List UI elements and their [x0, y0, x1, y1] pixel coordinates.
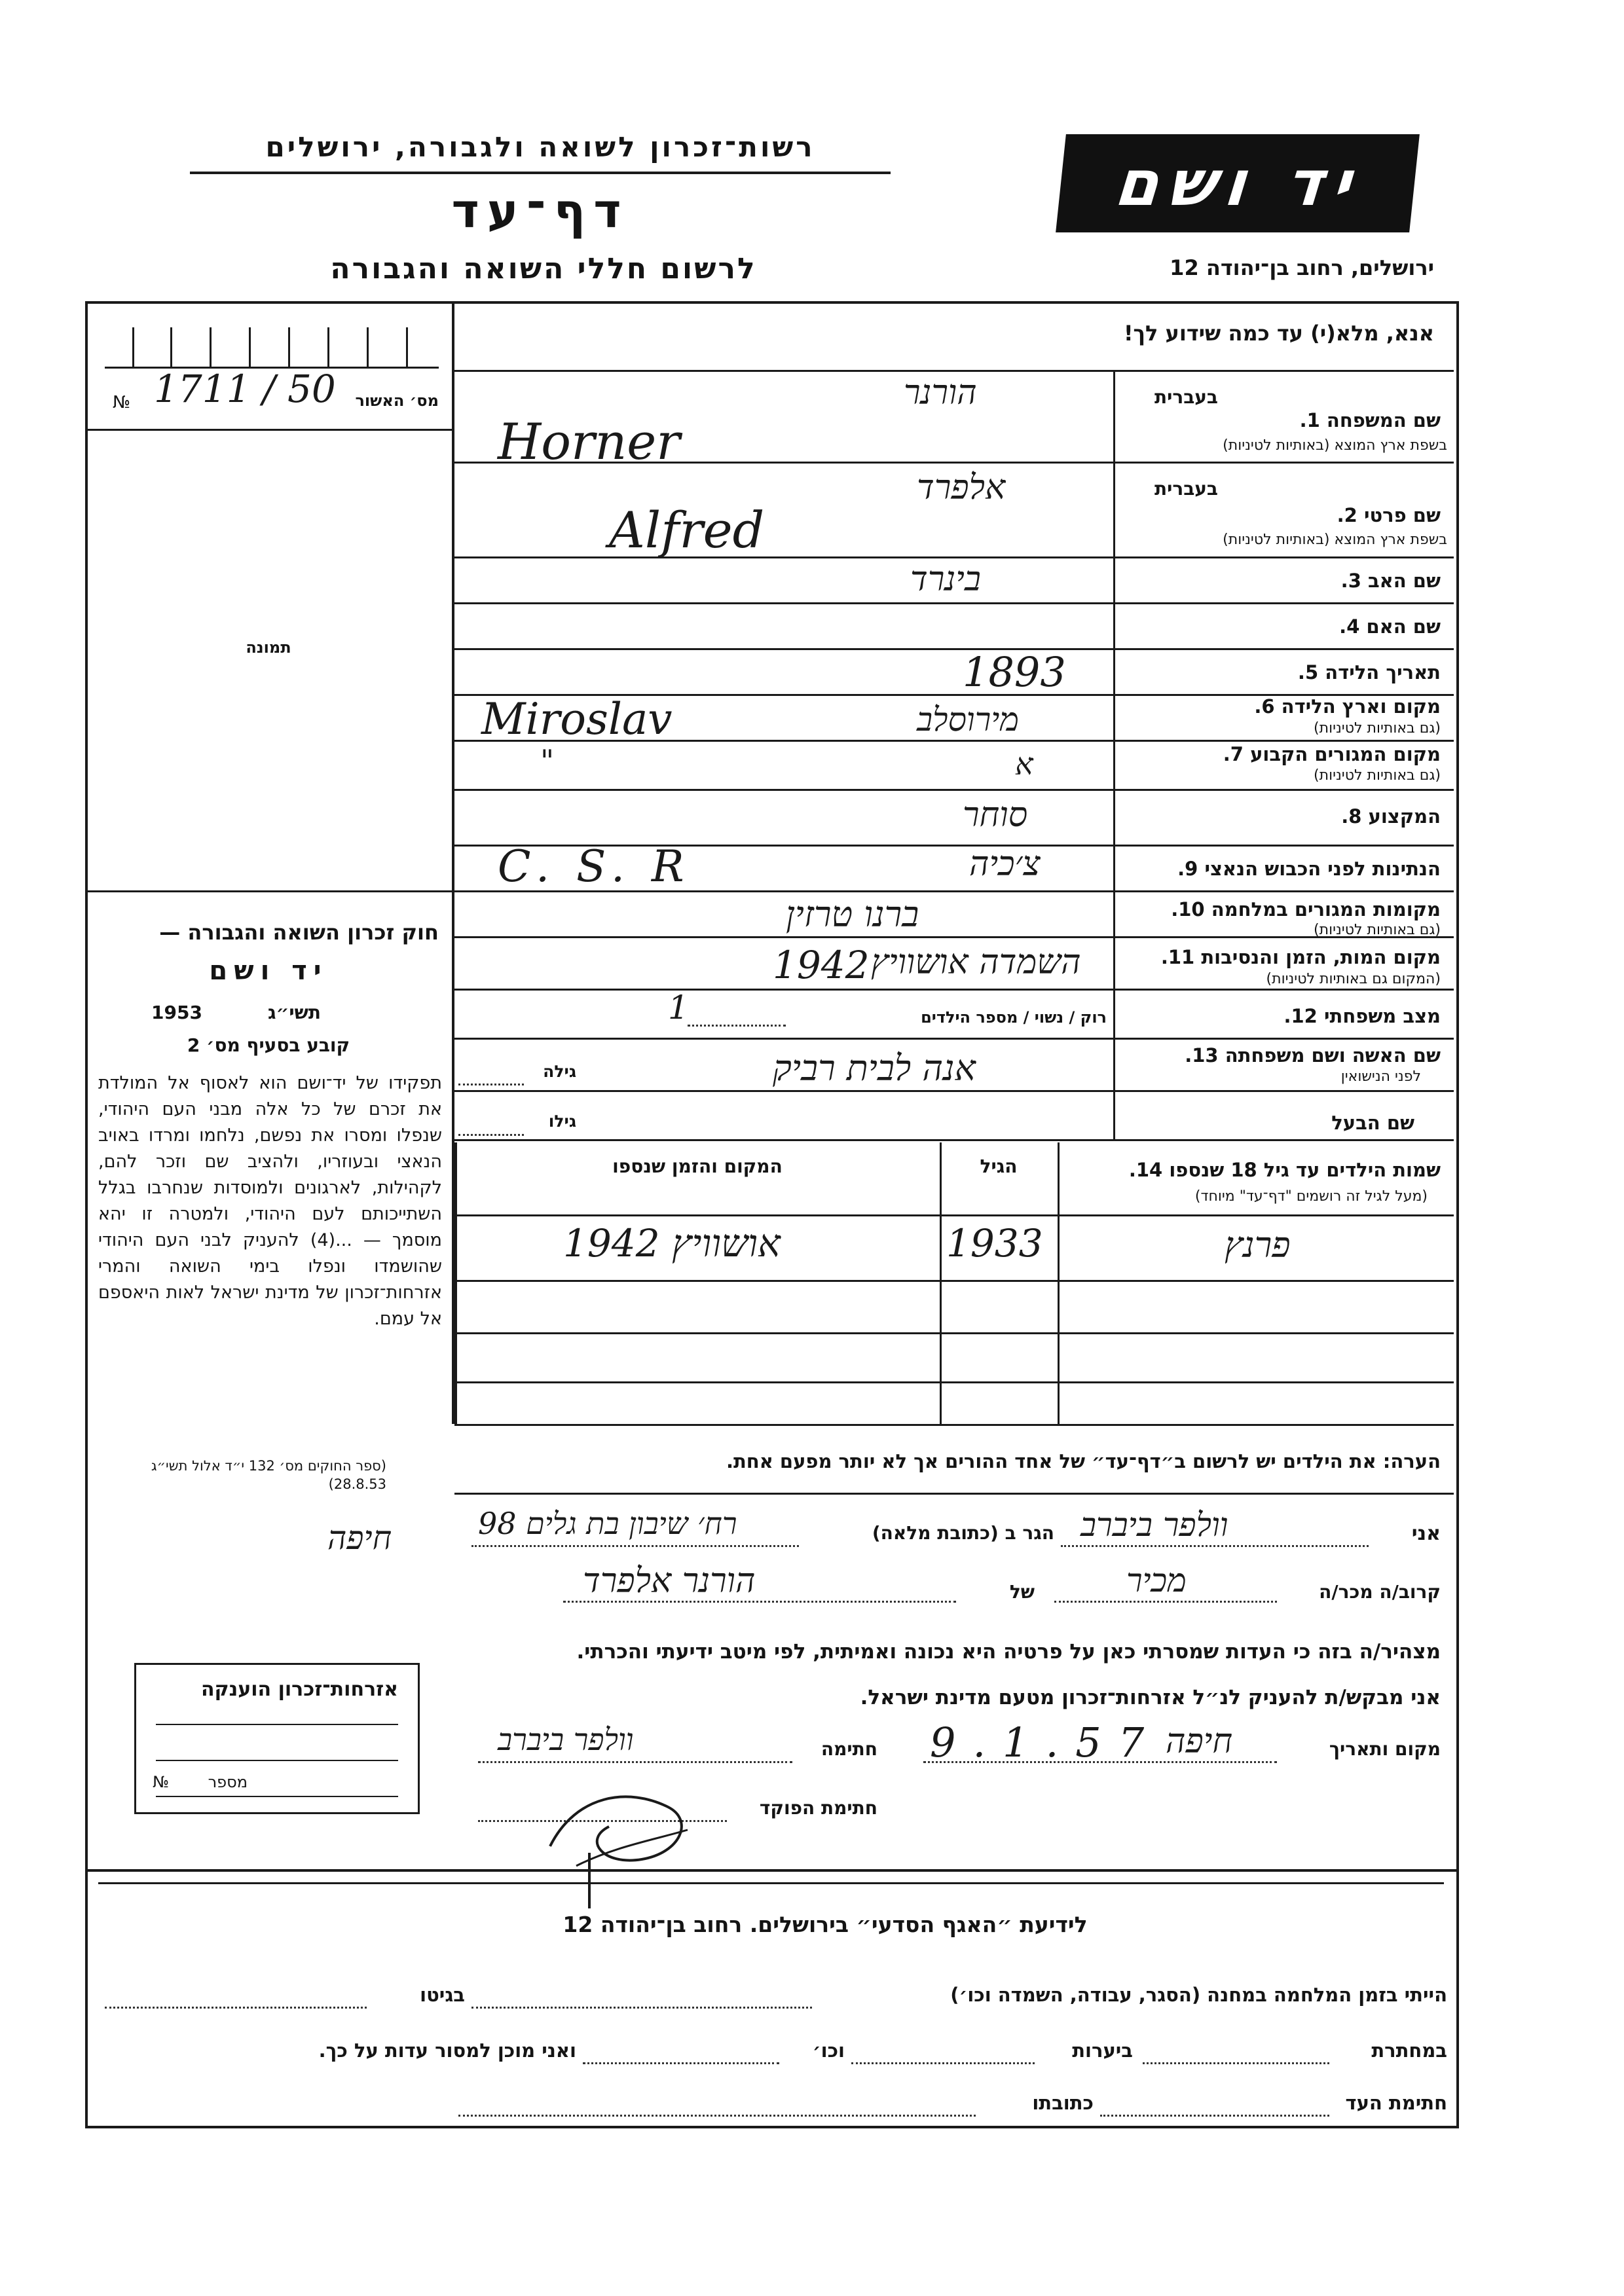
footer-line1-fill [471, 2007, 812, 2009]
signature-line [478, 1761, 792, 1763]
field-number: 12. [1283, 1005, 1318, 1027]
field-label [1133, 661, 1441, 683]
field-label-text: שם פרטי [1363, 504, 1441, 526]
field-label-text: מצב משפחתי [1323, 1005, 1441, 1027]
place-date-label: מקום ותאריך [1329, 1738, 1441, 1760]
field-value: השמדה אושוויץ [871, 943, 1081, 982]
remark-note: הערה: את הילדים יש לרשום ב״דף־עד״ של אחד ההורים אך לא יותר מפעם אחת. [726, 1450, 1441, 1472]
field-label [1133, 805, 1441, 828]
field-number: 6. [1254, 695, 1275, 718]
table-rule [454, 1280, 1454, 1282]
box-rule [156, 1796, 398, 1797]
field-label [1133, 1005, 1441, 1027]
law-source: (ספר החוקים מס׳ 132 י״ד אלול תשי״ג 28.8.53) [151, 1458, 386, 1492]
box-rule [156, 1724, 398, 1725]
hebrew-value: א [1015, 746, 1033, 782]
field-label [1126, 858, 1441, 880]
footer-line1-a: הייתי בזמן המלחמה במחנה (הסגר, עבודה, השמדה וכו׳) [950, 1984, 1447, 2006]
field-label-text: המקצוע [1368, 805, 1441, 828]
registration-number: 1711 / 50 [154, 367, 336, 411]
declarant-name: וולפר ביברב [1080, 1506, 1228, 1544]
footer-line3-fill-b [458, 2115, 976, 2117]
hebrew-value: צ׳כיה [969, 845, 1041, 884]
footer-line2-fill-c [583, 2062, 779, 2064]
field-label-text: הנתינות לפני הכבוש הנאצי [1204, 858, 1441, 880]
signature-label: חתימה [821, 1738, 877, 1760]
of-name: הורנר אלפרד [583, 1561, 756, 1601]
footer-line1-end [105, 2007, 367, 2009]
field-label-text: מקום המגורים הקבוע [1250, 743, 1441, 765]
field-label [1133, 409, 1441, 431]
wife-age-label: גילה [543, 1062, 576, 1081]
field-value: ברנו טרזין [786, 894, 919, 935]
declarant-address: רח׳ שיבון בת גלים 98 [478, 1506, 737, 1541]
row-rule [454, 556, 1454, 558]
field-value: סוחר [963, 795, 1028, 835]
address-line [471, 1545, 799, 1547]
field-label [1120, 898, 1441, 920]
field-label-text: תאריך הלידה [1325, 661, 1441, 683]
intro-text: אנא, מלא(י) עד כמה שידוע לך! [1123, 321, 1434, 346]
field-note: בשפת ארץ המוצא (באותיות לטיניות) [1223, 437, 1447, 454]
law-name: יד ושם [209, 956, 328, 986]
hebrew-value: הורנר [904, 373, 977, 412]
photo-label: תמונה [246, 638, 291, 657]
field-number: 11. [1160, 946, 1195, 968]
field-note: (המקום גם באותיות לטיניות) [1266, 971, 1441, 987]
field-note: לפני הנישואין [1340, 1068, 1421, 1085]
page-title: דף־עד [451, 183, 629, 238]
field-number: 9. [1177, 858, 1198, 880]
child-age: 1933 [946, 1221, 1043, 1266]
field-number: 2. [1337, 504, 1357, 526]
table-rule [454, 1424, 1454, 1426]
footer-line3-a: חתימת העד [1345, 2092, 1447, 2114]
field-note: (גם באותיות לטיניות) [1314, 767, 1441, 784]
date-value: 9.1.57 [930, 1719, 1162, 1766]
husband-age-line [458, 1134, 524, 1136]
row-rule [454, 648, 1454, 650]
logo-text: יד ושם [1111, 147, 1364, 220]
child-place: 1942 אושוויץ [563, 1221, 781, 1266]
field-number: 4. [1339, 615, 1360, 638]
declarant-name-line [1061, 1545, 1369, 1547]
header-rule [190, 172, 891, 174]
children-label-text: שמות הילדים עד גיל 18 שנספו [1169, 1159, 1441, 1181]
request: אני מבקש/ת להעניק לנ״ל אזרחות־זכרון מטעם מדינת ישראל. [860, 1686, 1441, 1709]
field-label-text: שם האב [1367, 570, 1441, 592]
field-number: 1. [1299, 409, 1320, 431]
statement: מצהיר/ה בזה כי העדות שמסרתי כאן על פרטיה היא נכונה ואמיתית, לפי מיטב ידיעתי והכרתי. [576, 1640, 1441, 1664]
column-place-header: המקום והזמן שנספו [612, 1156, 783, 1177]
registration-label: מס׳ האשור [355, 392, 439, 410]
citizenship-box [134, 1663, 420, 1814]
citizenship-no-sign: № [153, 1773, 169, 1791]
latin-value: " [540, 743, 555, 778]
table-rule [454, 1332, 1454, 1334]
children-count-line [688, 1025, 786, 1027]
children-note: (מעל לגיל זה רושמים "דף־עד" מיוחד) [1194, 1188, 1428, 1205]
footer-line3-b: כתובתו [1032, 2092, 1094, 2114]
field-label-text: מקום וארץ הלידה [1281, 695, 1441, 718]
row-rule [454, 1090, 1454, 1092]
citizenship-title: אזרחות־זכרון הוענקה [200, 1678, 398, 1701]
field-number: 5. [1297, 661, 1319, 683]
footer-line2-fill-b [851, 2062, 1035, 2064]
law-title: חוק זכרון השואה והגבורה — [159, 920, 439, 945]
field-note: בשפת ארץ המוצא (באותיות לטיניות) [1223, 532, 1447, 548]
hebrew-tag: בעברית [1154, 386, 1218, 408]
law-year-heb: תשי״ג [268, 1002, 321, 1023]
field-label [1133, 615, 1441, 638]
field-number: 3. [1340, 570, 1361, 592]
officer-signature-scribble [537, 1768, 707, 1912]
hebrew-value: אלפרד [917, 468, 1006, 507]
footer-line1-b: בגיטו [420, 1984, 465, 2006]
declarant-relation: מכיר [1126, 1561, 1187, 1599]
relation-line [1054, 1601, 1277, 1603]
footer-line2-fill-a [1143, 2062, 1329, 2064]
row-rule [454, 1139, 1454, 1141]
address-label: הגר ב (כתובת מלאה) [872, 1522, 1054, 1544]
footer-rule [85, 1869, 1456, 1872]
registration-no-sign: № [113, 393, 131, 412]
row-rule [454, 789, 1454, 791]
footer-rule-inner [98, 1882, 1444, 1884]
child-name: פרנץ [1225, 1224, 1291, 1266]
declarant-i: אני [1411, 1522, 1441, 1545]
hebrew-tag: בעברית [1154, 478, 1218, 500]
registration-boxes [105, 321, 439, 367]
law-body: תפקידו של יד־ושם הוא לאסוף אל המולדת את זכרם של כל אלה מבני העם היהודי, שנפלו ומסרו את נפשם, נלחמו ומרדו באויב הנאצי ובעוזריו, ולהציב שם וזכר להם, לקהילות, לארגונים ולמוסדות שנחרבו בגלל השתייכותם לעם היהודי, ולמטרה זו יהא מוסמך — ...(4) להעניק לבני העם היהודי שהושמדו ונפלו בימי השואה והמרי אזרחות־זכרון של מדינת ישראל לאות היאספם אל עמם. [98, 1073, 442, 1329]
field-label-text: שם האם [1366, 615, 1441, 638]
relation-label: קרוב/ה מכר/ה [1319, 1581, 1441, 1603]
of-name-line [563, 1601, 956, 1603]
latin-value: Horner [498, 412, 680, 471]
column-age-header: הגיל [980, 1156, 1018, 1177]
footer-line2-d: ואני מוכן למסור עדות על כך. [318, 2039, 576, 2062]
authority-line: רשות־זכרון לשואה ולגבורה, ירושלים [265, 131, 815, 163]
field-value: 1893 [963, 648, 1066, 696]
field-label [1133, 743, 1441, 765]
field-value: 1 [668, 989, 689, 1027]
field-label [1133, 570, 1441, 592]
row-rule [454, 602, 1454, 604]
row-rule [454, 1038, 1454, 1040]
field-label [1120, 946, 1441, 968]
field-number: 8. [1341, 805, 1362, 828]
officer-label: חתימת הפוקד [759, 1797, 877, 1819]
yad-vashem-logo [1056, 134, 1420, 232]
address: ירושלים, רחוב בן־יהודה 12 [1170, 255, 1434, 280]
field-label-text: מקומות המגורים במלחמה [1211, 898, 1441, 920]
table-rule [454, 1214, 1454, 1216]
wife-age-line [458, 1084, 524, 1085]
citizenship-number-label: מספר [208, 1773, 248, 1791]
field-label: שם הבעל [1331, 1112, 1414, 1134]
field-value: בינרד [910, 560, 981, 599]
latin-value: Miroslav [481, 694, 673, 744]
of-label: של [1009, 1581, 1035, 1603]
marital-options: רוק / נשוי / מספר הילדים [921, 1008, 1107, 1027]
field-label [1133, 695, 1441, 718]
declarant-city: חיפה [327, 1519, 392, 1557]
remark-rule [454, 1493, 1454, 1495]
field-value: אנה לבית רביק [773, 1048, 976, 1089]
field-note: (גם באותיות לטיניות) [1314, 922, 1441, 938]
row-rule [454, 989, 1454, 991]
hebrew-value: מירוסלב [917, 701, 1020, 738]
table-rule [454, 1381, 1454, 1383]
footer-notice: לידיעת ״האגף הסדעי״ בירושלים. רחוב בן־יהודה 12 [563, 1912, 1088, 1937]
children-label [1061, 1159, 1441, 1181]
field-label-text: שם המשפחה [1326, 409, 1441, 431]
photo-rule [85, 890, 452, 892]
law-year: 1953 [151, 1002, 202, 1023]
field-number: 13. [1185, 1044, 1219, 1066]
field-year-value: 1942 [773, 943, 870, 987]
place-value: חיפה [1166, 1722, 1233, 1761]
field-label [1120, 1044, 1441, 1066]
field-label-text: שם האשה ושם משפחתה [1225, 1044, 1441, 1066]
field-label [1133, 504, 1441, 526]
intro-rule [452, 370, 1454, 372]
latin-value: Alfred [609, 501, 765, 559]
label-column-rule [1113, 370, 1115, 1139]
registration-rule [85, 429, 452, 431]
field-label-text: מקום המות, הזמן והנסיבות [1201, 946, 1441, 968]
husband-age-label: גילו [548, 1112, 576, 1131]
footer-line3-fill-a [1100, 2115, 1329, 2117]
subtitle: לרשום חללי השואה והגבורה [330, 252, 757, 285]
field-number: 7. [1223, 743, 1244, 765]
footer-line2-b: ביערות [1072, 2039, 1133, 2062]
law-clause: קובע בסעיף מס׳ 2 [187, 1034, 350, 1056]
signature-value: וולפר ביברב [498, 1722, 634, 1757]
children-number: 14. [1128, 1159, 1163, 1181]
field-note: (גם באותיות לטיניות) [1314, 720, 1441, 737]
latin-value: C. S. R [498, 841, 691, 892]
field-number: 10. [1171, 898, 1205, 920]
footer-line2-c: וכו׳ [812, 2039, 845, 2062]
box-rule [156, 1760, 398, 1761]
footer-line2-a: במחתרת [1371, 2039, 1447, 2062]
